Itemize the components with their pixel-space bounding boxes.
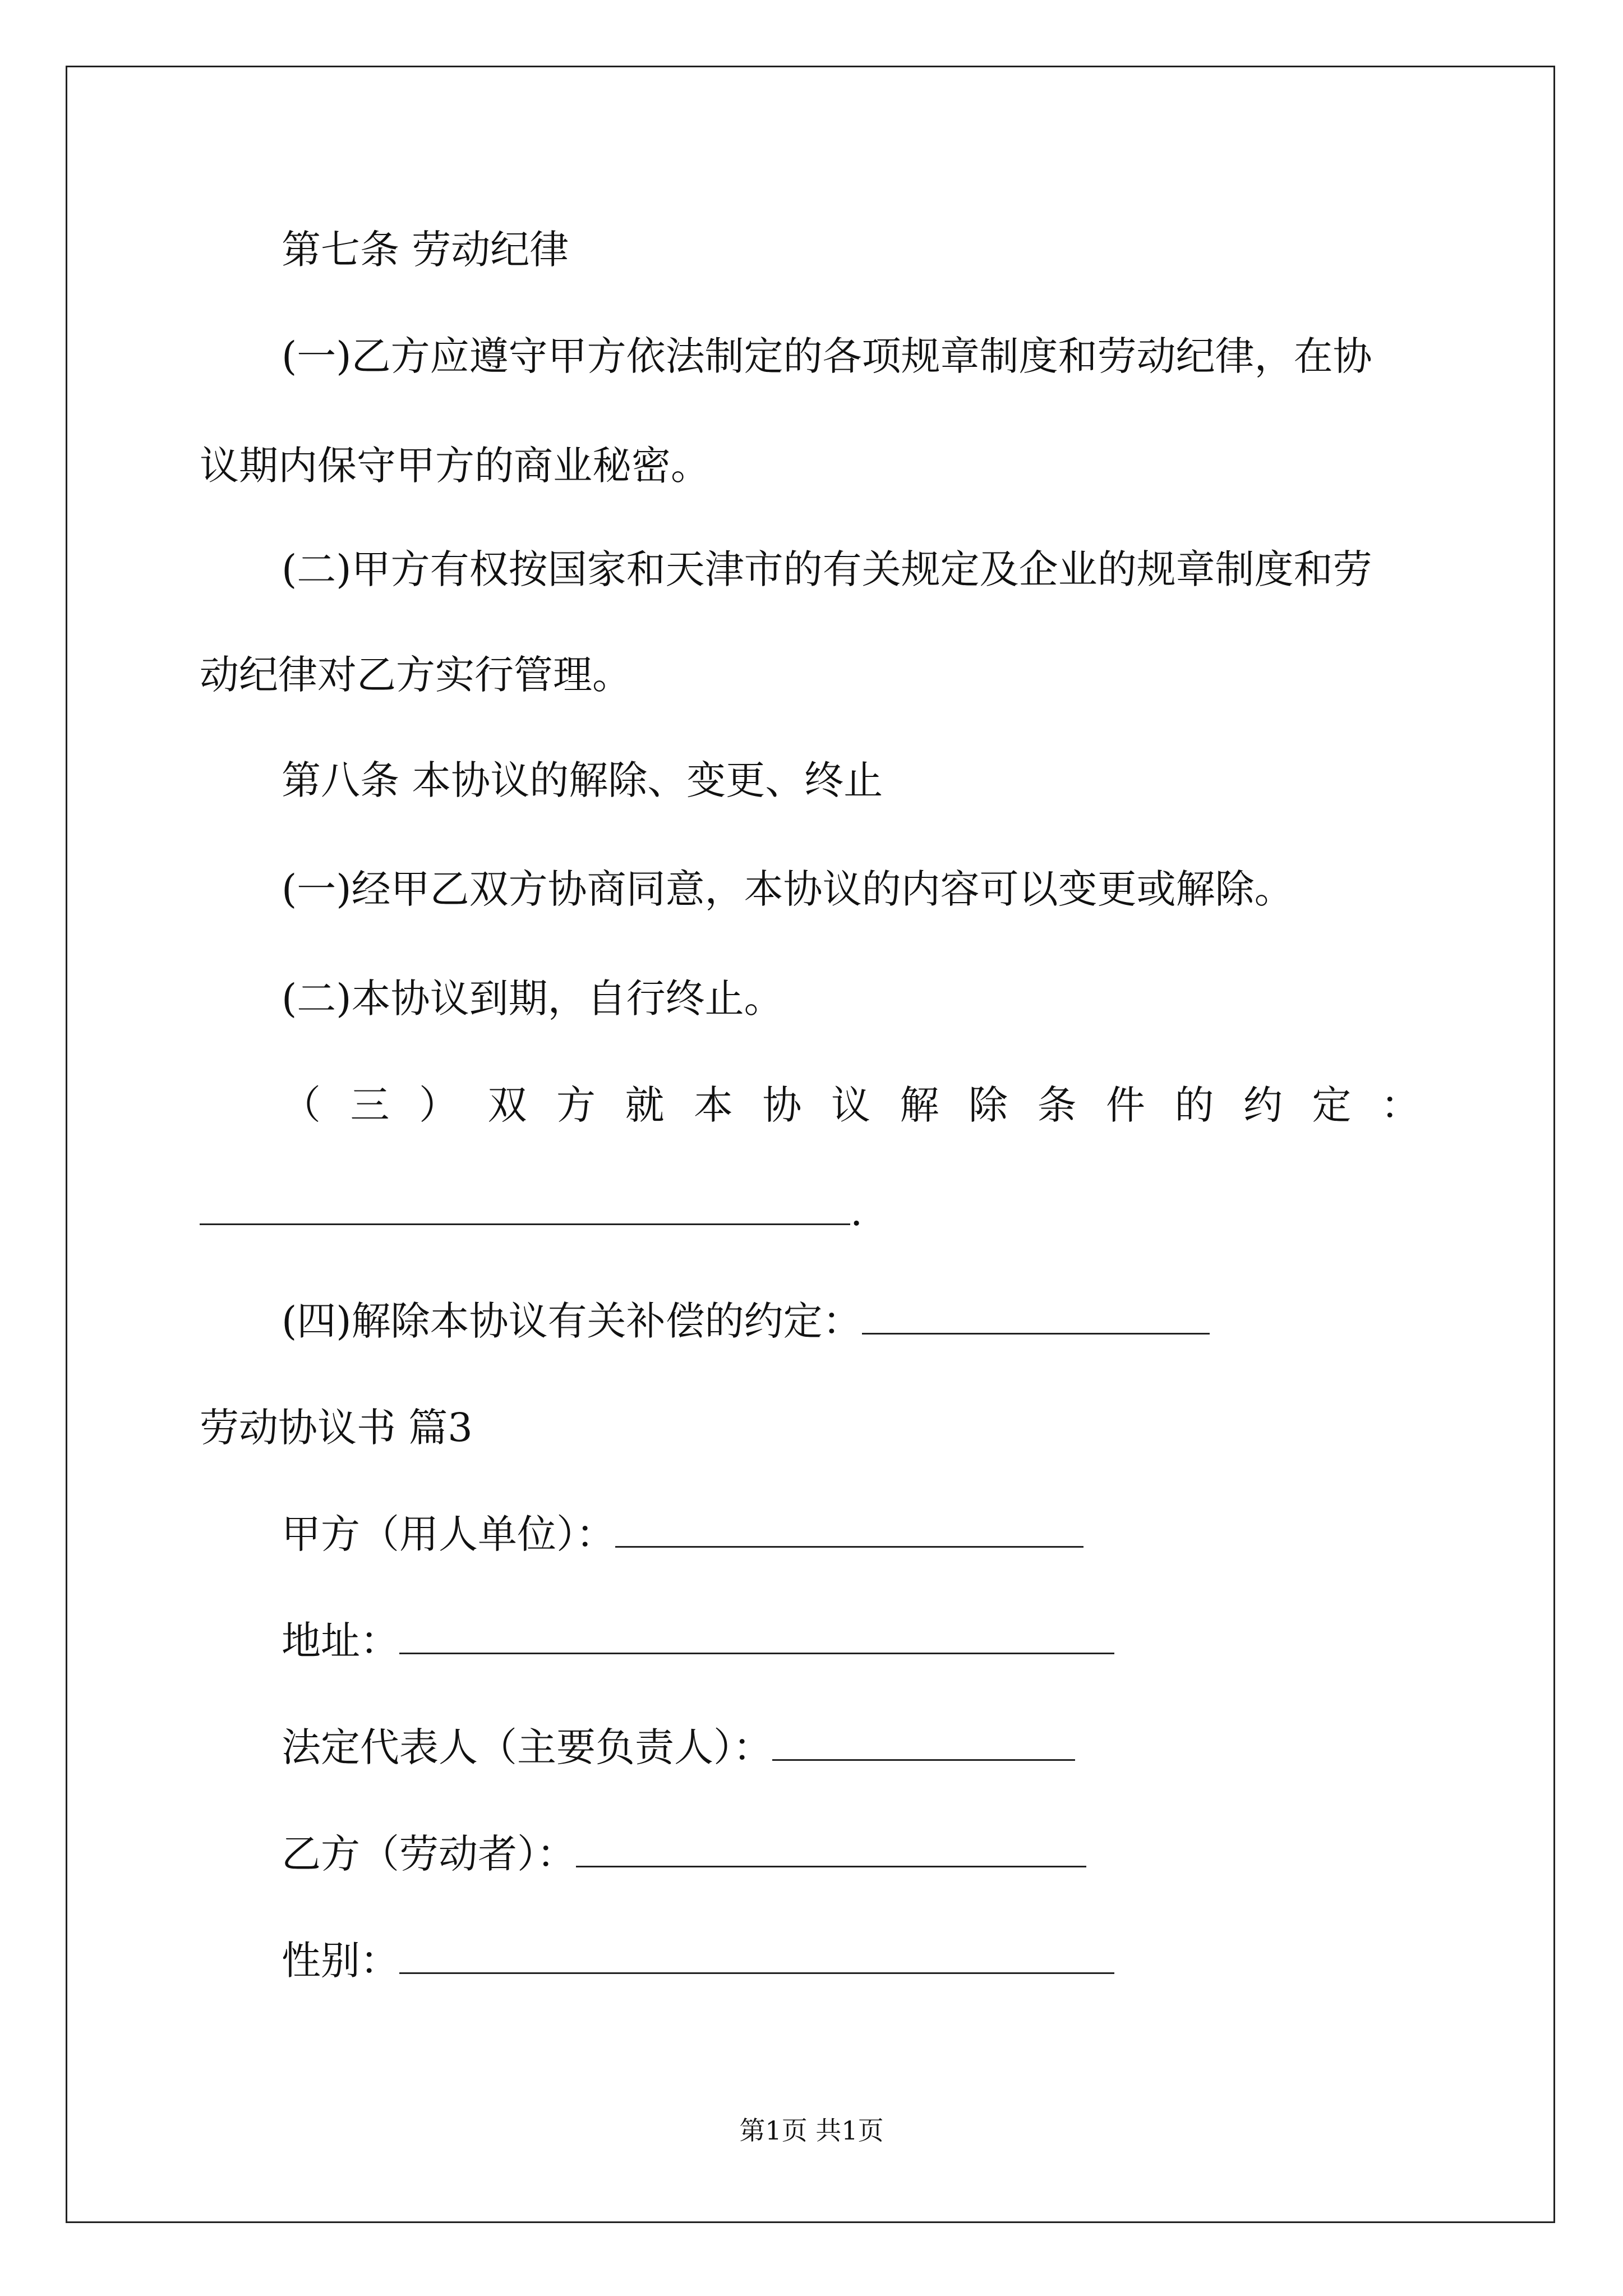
article-7-para-1-line-2: 议期内保守甲方的商业秘密。 bbox=[200, 443, 710, 489]
article-8-para-3-char: （ bbox=[282, 1082, 321, 1128]
article-8-para-3-char: 除 bbox=[969, 1082, 1008, 1128]
article-8-para-3-char: 本 bbox=[694, 1082, 733, 1128]
article-8-para-3-line-1 bbox=[282, 1080, 1420, 1130]
terminal-period: . bbox=[850, 1189, 863, 1235]
article-8-para-3-char: 定 bbox=[1312, 1082, 1352, 1128]
gender-field bbox=[282, 1935, 1114, 1986]
party-b-blank bbox=[576, 1831, 1086, 1867]
legal-rep-field bbox=[282, 1722, 1075, 1773]
article-7-para-2-line-2: 动纪律对乙方实行管理。 bbox=[200, 652, 631, 698]
gender-label: 性别： bbox=[282, 1938, 399, 1984]
article-8-para-3-char: 解 bbox=[900, 1082, 939, 1128]
article-7-para-2-line-1: (二)甲方有权按国家和天津市的有关规定及企业的规章制度和劳 bbox=[282, 546, 1372, 592]
article-8-para-3-char: 双 bbox=[487, 1082, 527, 1128]
article-8-para-3-line-2 bbox=[200, 1186, 863, 1237]
article-8-title: 第八条 本协议的解除、变更、终止 bbox=[282, 757, 883, 803]
legal-rep-label: 法定代表人（主要负责人）： bbox=[282, 1724, 772, 1770]
article-8-para-2: (二)本协议到期，自行终止。 bbox=[282, 976, 783, 1022]
legal-rep-blank bbox=[772, 1724, 1075, 1761]
article-8-para-3-char: 协 bbox=[762, 1082, 802, 1128]
article-8-para-4 bbox=[282, 1296, 1210, 1346]
page-footer: 第1页 共1页 bbox=[739, 2115, 884, 2146]
article-8-para-3-char: 就 bbox=[625, 1082, 665, 1128]
article-8-para-3-char: 的 bbox=[1174, 1082, 1214, 1128]
article-7-para-1-line-1: (一)乙方应遵守甲方依法制定的各项规章制度和劳动纪律，在协 bbox=[282, 333, 1372, 379]
address-blank bbox=[399, 1618, 1114, 1654]
page-border bbox=[66, 66, 1555, 2223]
gender-blank bbox=[399, 1938, 1114, 1974]
party-a-blank bbox=[615, 1511, 1083, 1548]
blank-line bbox=[200, 1189, 850, 1225]
article-8-para-3-char: 议 bbox=[831, 1082, 870, 1128]
article-8-para-4-text: (四)解除本协议有关补偿的约定： bbox=[282, 1298, 862, 1344]
party-b-label: 乙方（劳动者）： bbox=[282, 1831, 576, 1877]
article-8-para-1: (一)经甲乙双方协商同意，本协议的内容可以变更或解除。 bbox=[282, 866, 1294, 912]
address-field bbox=[282, 1616, 1114, 1666]
article-7-title: 第七条 劳动纪律 bbox=[282, 227, 569, 273]
article-8-para-3-char: ） bbox=[419, 1082, 458, 1128]
article-8-para-3-char: 方 bbox=[556, 1082, 596, 1128]
article-8-para-3-char: ： bbox=[1381, 1082, 1420, 1128]
article-8-para-3-char: 约 bbox=[1243, 1082, 1283, 1128]
party-a-label: 甲方（用人单位）： bbox=[282, 1511, 615, 1557]
party-a-field bbox=[282, 1509, 1083, 1559]
party-b-field bbox=[282, 1829, 1086, 1879]
article-8-para-3-char: 条 bbox=[1037, 1082, 1077, 1128]
article-8-para-3-char: 件 bbox=[1106, 1082, 1145, 1128]
blank-line bbox=[862, 1298, 1210, 1335]
section-title: 劳动协议书 篇3 bbox=[200, 1405, 473, 1451]
article-8-para-3-char: 三 bbox=[350, 1082, 390, 1128]
address-label: 地址： bbox=[282, 1618, 399, 1664]
